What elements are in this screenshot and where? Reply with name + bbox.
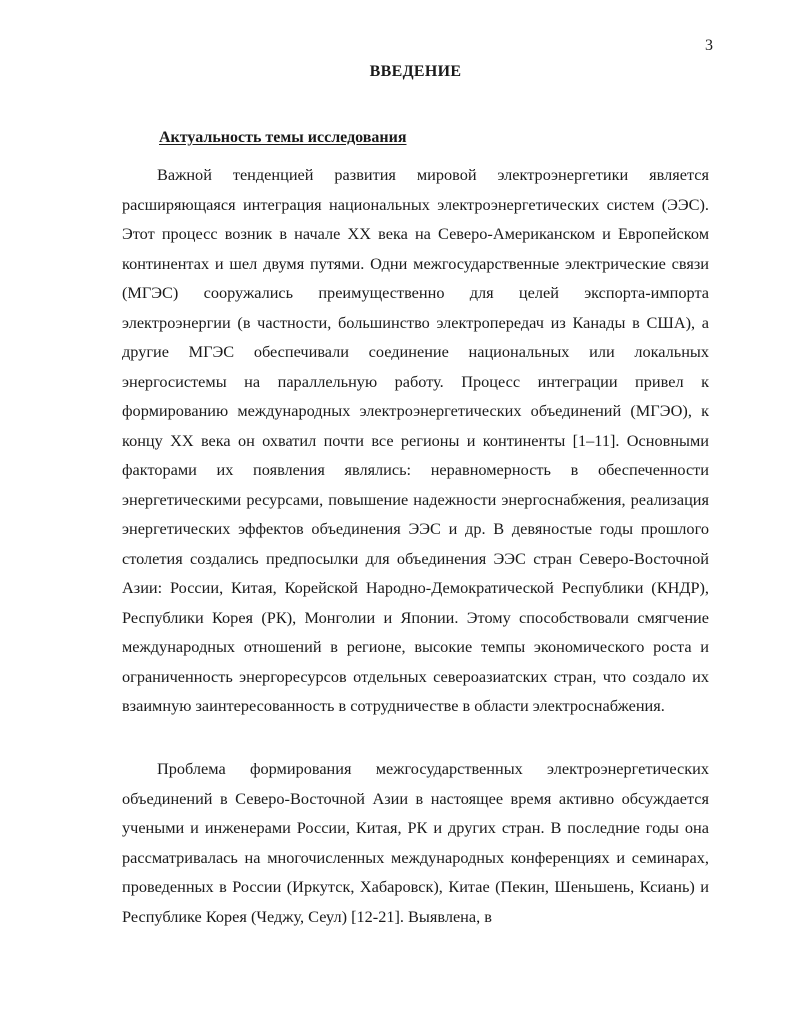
document-title: ВВЕДЕНИЕ (369, 63, 462, 80)
page-number: 3 (705, 37, 713, 54)
body-paragraph: Проблема формирования межгосударственных электроэнергетических объединений в Северо-Восточной Азии в настоящее время активно обсуждается учеными и инженерами России, Китая, РК и других стран. В последние годы она рассматривалась на многочисленных международных конференциях и семинарах, проведенных в России (Иркутск, Хабаровск), Китае (Пекин, Шеньшень, Ксиань) и Республике Корея (Чеджу, Сеул) [12-21]. Выявлена, в (122, 759, 709, 926)
body-paragraph: Важной тенденцией развития мировой электроэнергетики является расширяющаяся интеграция национальных электроэнергетических систем (ЭЭС). Этот процесс возник в начале XX века на Северо-Американском и Европейском континентах и шел двумя путями. Одни межгосударственные электрические связи (МГЭС) сооружались преимущественно для целей экспорта-импорта электроэнергии (в частности, большинство электропередач из Канады в США), а другие МГЭС обеспечивали соединение национальных или локальных энергосистемы на параллельную работу. Процесс интеграции привел к формированию международных электроэнергетических объединений (МГЭО), к концу XX века он охватил почти все регионы и континенты [1–11]. Основными факторами их появления являлись: неравномерность в обеспеченности энергетическими ресурсами, повышение надежности энергоснабжения, реализация энергетических эффектов объединения ЭЭС и др. В девяностые годы прошлого столетия создались предпосылки для объединения ЭЭС стран Северо-Восточной Азии: России, Китая, Корейской Народно-Демократической Республики (КНДР), Республики Корея (РК), Монголии и Японии. Этому способствовали смягчение международных отношений в регионе, высокие темпы экономического роста и ограниченность энергоресурсов отдельных североазиатских стран, что создало их взаимную заинтересованность в сотрудничестве в области электроснабжения. (122, 165, 709, 715)
section-heading: Актуальность темы исследования (159, 129, 407, 146)
